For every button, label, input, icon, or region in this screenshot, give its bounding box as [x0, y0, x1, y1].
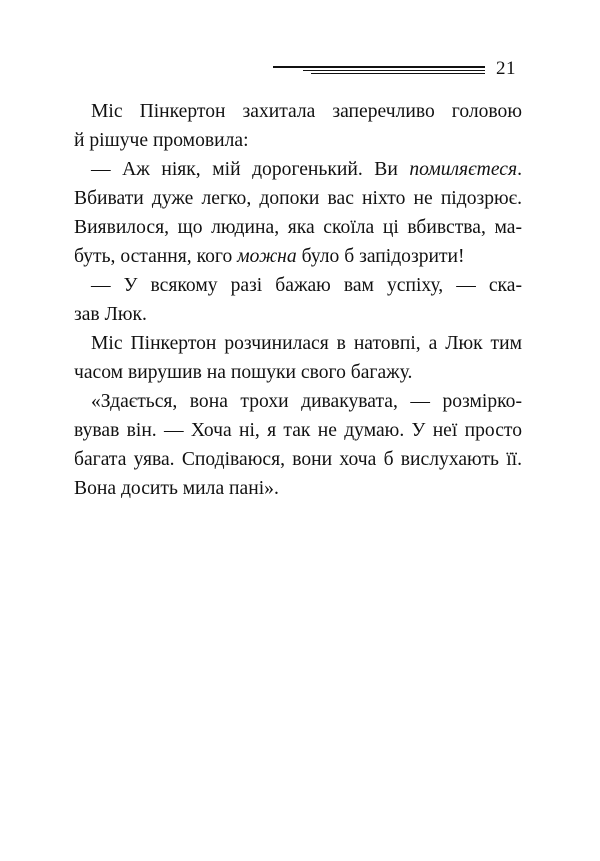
text-line-content: багата уява. Сподіваюся, вони хоча б вислухають її.	[74, 449, 522, 470]
emphasized-word: можна	[237, 246, 297, 267]
text-line-content: й рішуче промовила:	[74, 130, 249, 151]
text-line	[74, 329, 522, 358]
text-line-content: «Здається, вона трохи дивакувата, — розмірко-	[91, 391, 522, 412]
text-line	[74, 387, 522, 416]
text-line	[74, 155, 522, 184]
header-rule	[273, 66, 485, 78]
text-line	[74, 300, 522, 329]
text-line	[74, 271, 522, 300]
text-line-content: Виявилося, що людина, яка скоїла ці вбивства, ма-	[74, 217, 522, 238]
text-line-content: Вона досить мила пані».	[74, 478, 279, 499]
emphasized-word: помиляєтеся	[409, 159, 518, 180]
text-line-content: — Аж ніяк, мій дорогенький. Ви	[91, 159, 410, 180]
text-line	[74, 126, 522, 155]
header-rule-line-thin	[311, 73, 485, 74]
text-line	[74, 358, 522, 387]
text-line	[74, 97, 522, 126]
text-line-content: — У всякому разі бажаю вам успіху, — ска-	[91, 275, 522, 296]
text-line-content: вував він. — Хоча ні, я так не думаю. У неї просто	[74, 420, 522, 441]
text-line-content: часом вирушив на пошуки свого багажу.	[74, 362, 413, 383]
header-rule-line-thin	[303, 70, 485, 71]
text-line	[74, 184, 522, 213]
text-line-content: Міс Пінкертон розчинилася в натовпі, а Люк тим	[91, 333, 522, 354]
text-line	[74, 213, 522, 242]
header-rule-line-thick	[273, 66, 485, 68]
text-line-content: Міс Пінкертон захитала заперечливо головою	[91, 101, 522, 122]
text-line	[74, 474, 522, 503]
text-line	[74, 242, 522, 271]
text-line-content: буть, остання, кого	[74, 246, 238, 267]
text-line-content: зав Люк.	[74, 304, 147, 325]
text-line-content: Вбивати дуже легко, допоки вас ніхто не підозрює.	[74, 188, 522, 209]
body-text	[74, 97, 522, 503]
page-number: 21	[496, 58, 516, 79]
text-line-content: .	[517, 159, 522, 180]
text-line	[74, 416, 522, 445]
text-line-content: було б запідозрити!	[296, 246, 465, 267]
text-line	[74, 445, 522, 474]
